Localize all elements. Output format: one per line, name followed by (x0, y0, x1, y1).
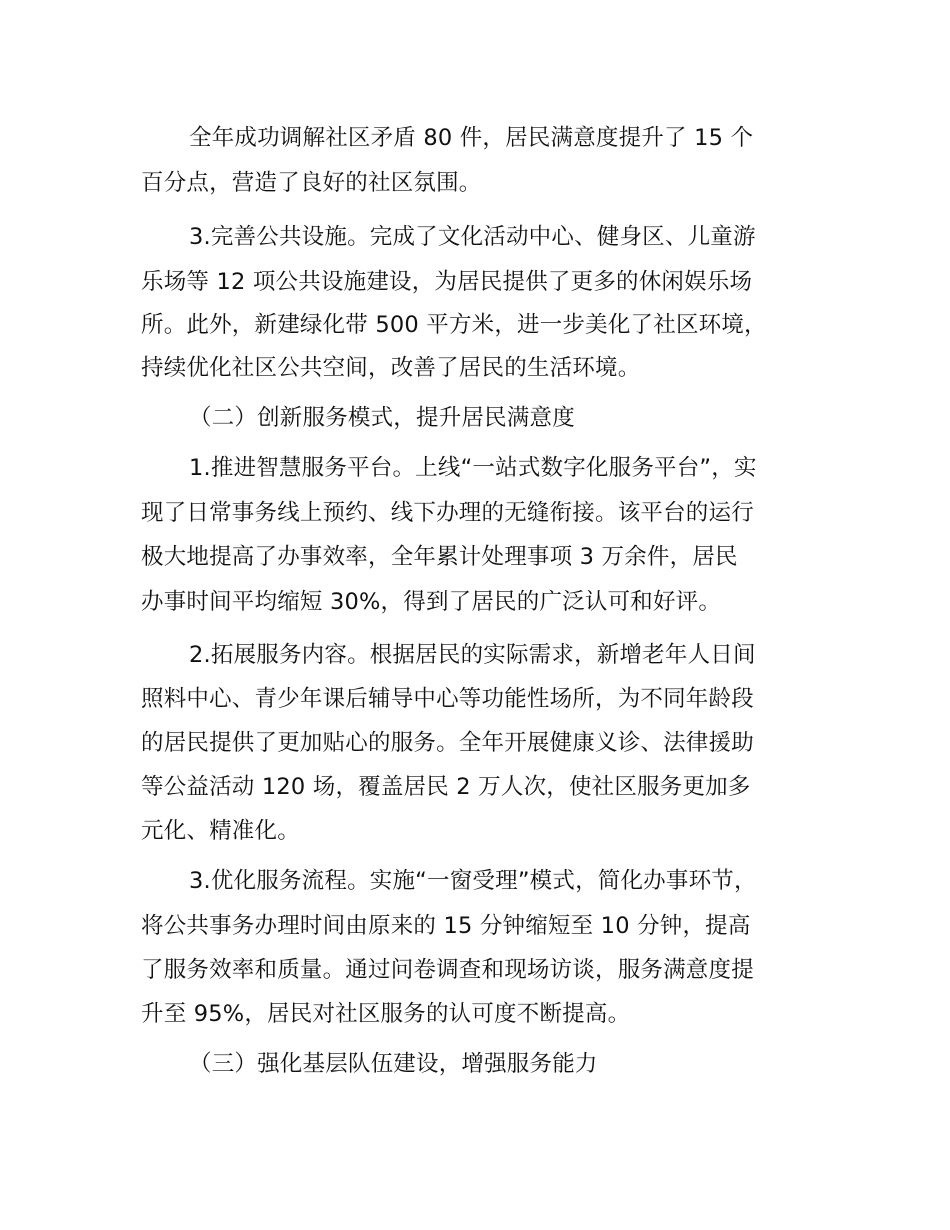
paragraph-line: 3.优化服务流程。实施“一窗受理”模式，简化办事环节， (189, 868, 757, 894)
paragraph-line: 持续优化社区公共空间，改善了居民的生活环境。 (141, 355, 641, 381)
paragraph-line: 办事时间平均缩短 30%，得到了居民的广泛认可和好评。 (141, 589, 722, 615)
paragraph-line: 现了日常事务线上预约、线下办理的无缝衔接。该平台的运行 (141, 500, 754, 526)
section-heading: （二）创新服务模式，提升居民满意度 (189, 405, 575, 431)
paragraph-line: 2.拓展服务内容。根据居民的实际需求，新增老年人日间 (189, 642, 756, 668)
paragraph-line: 的居民提供了更加贴心的服务。全年开展健康义诊、法律援助 (141, 730, 754, 756)
paragraph-line: 乐场等 12 项公共设施建设，为居民提供了更多的休闲娱乐场 (141, 269, 753, 295)
paragraph-line: 照料中心、青少年课后辅导中心等功能性场所，为不同年龄段 (141, 686, 754, 712)
paragraph-line: 等公益活动 120 场，覆盖居民 2 万人次，使社区服务更加多 (141, 774, 751, 800)
paragraph-line: 将公共事务办理时间由原来的 15 分钟缩短至 10 分钟，提高 (141, 913, 751, 939)
paragraph-line: 极大地提高了办事效率，全年累计处理事项 3 万余件，居民 (141, 544, 738, 570)
paragraph-line: 3.完善公共设施。完成了文化活动中心、健身区、儿童游 (189, 224, 756, 250)
paragraph-line: 百分点，营造了良好的社区氛围。 (141, 170, 482, 196)
paragraph-line: 了服务效率和质量。通过问卷调查和现场访谈，服务满意度提 (141, 957, 754, 983)
paragraph-line: 升至 95%，居民对社区服务的认可度不断提高。 (141, 1001, 631, 1027)
section-heading: （三）强化基层队伍建设，增强服务能力 (189, 1051, 598, 1077)
paragraph-line: 元化、精准化。 (141, 818, 300, 844)
paragraph-line: 全年成功调解社区矛盾 80 件，居民满意度提升了 15 个 (189, 125, 754, 151)
paragraph-line: 所。此外，新建绿化带 500 平方米，进一步美化了社区环境， (141, 312, 767, 338)
paragraph-line: 1.推进智慧服务平台。上线“一站式数字化服务平台”，实 (189, 455, 757, 481)
